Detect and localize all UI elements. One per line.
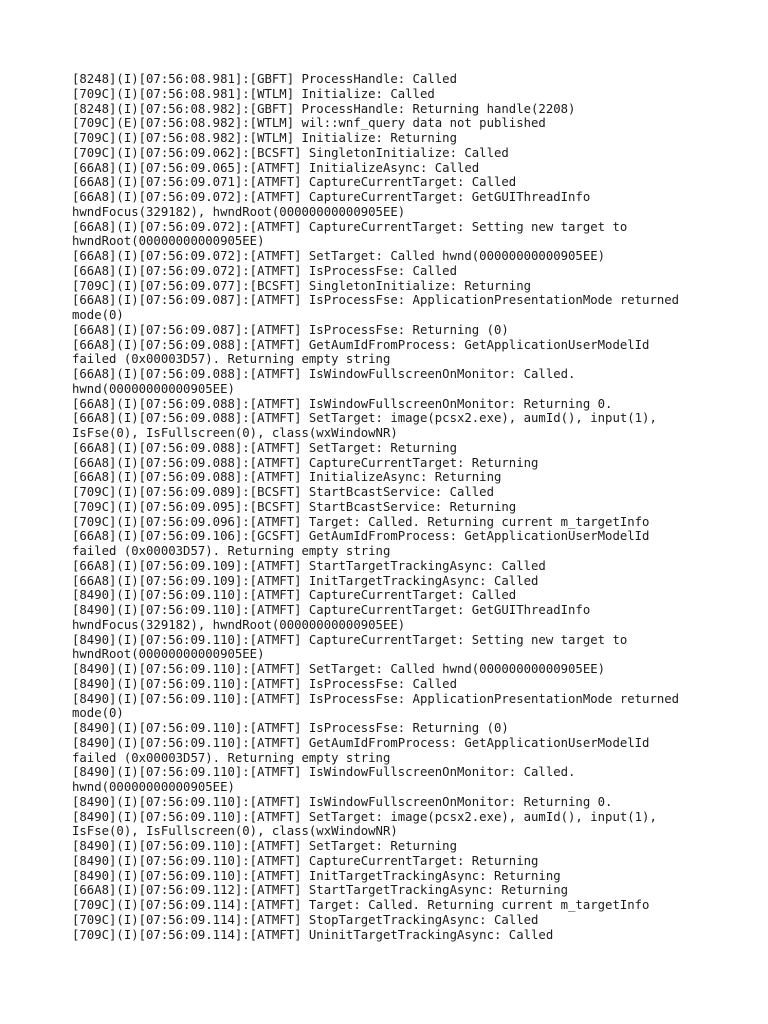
- log-line: failed (0x00003D57). Returning empty string: [72, 544, 391, 558]
- log-line: [709C](I)[07:56:09.114]:[ATMFT] Target: Called. Returning current m_targetInfo: [72, 898, 650, 912]
- log-line: [8248](I)[07:56:08.982]:[GBFT] ProcessHandle: Returning handle(2208): [72, 101, 576, 116]
- log-line: [8490](I)[07:56:09.110]:[ATMFT] InitTargetTrackingAsync: Returning: [72, 868, 561, 883]
- log-line: [66A8](I)[07:56:09.072]:[ATMFT] SetTarget: Called hwnd(00000000000905EE): [72, 249, 606, 263]
- log-line: [8490](I)[07:56:09.110]:[ATMFT] CaptureCurrentTarget: Returning: [72, 853, 539, 868]
- log-line: [8490](I)[07:56:09.110]:[ATMFT] IsProcessFse: ApplicationPresentationMode returned: [72, 691, 680, 706]
- log-line: [709C](I)[07:56:09.089]:[BCSFT] StartBcastService: Called: [72, 485, 494, 499]
- log-line: hwnd(00000000000905EE): [72, 780, 235, 794]
- log-line: hwnd(00000000000905EE): [72, 381, 235, 396]
- log-line: [8248](I)[07:56:08.981]:[GBFT] ProcessHandle: Called: [72, 72, 457, 86]
- log-line: mode(0): [72, 706, 124, 721]
- log-line: IsFse(0), IsFullscreen(0), class(wxWindowNR): [72, 824, 398, 839]
- log-line: hwndFocus(329182), hwndRoot(00000000000905EE): [72, 204, 406, 219]
- log-line: [709C](E)[07:56:08.982]:[WTLM] wil::wnf_query data not published: [72, 116, 546, 131]
- log-line: [709C](I)[07:56:09.096]:[ATMFT] Target: Called. Returning current m_targetInfo: [72, 514, 650, 529]
- log-line: [709C](I)[07:56:08.982]:[WTLM] Initialize: Returning: [72, 131, 457, 145]
- log-line: [66A8](I)[07:56:09.088]:[ATMFT] IsWindowFullscreenOnMonitor: Called.: [72, 367, 576, 381]
- log-line: [66A8](I)[07:56:09.087]:[ATMFT] IsProcessFse: Returning (0): [72, 322, 509, 337]
- log-line: [8490](I)[07:56:09.110]:[ATMFT] IsProcessFse: Returning (0): [72, 721, 509, 735]
- log-line: hwndFocus(329182), hwndRoot(00000000000905EE): [72, 617, 406, 632]
- log-line: [66A8](I)[07:56:09.088]:[ATMFT] IsWindowFullscreenOnMonitor: Returning 0.: [72, 396, 613, 411]
- log-line: [66A8](I)[07:56:09.088]:[ATMFT] SetTarget: Returning: [72, 440, 457, 455]
- log-line: [66A8](I)[07:56:09.088]:[ATMFT] CaptureCurrentTarget: Returning: [72, 455, 539, 470]
- log-line: [66A8](I)[07:56:09.072]:[ATMFT] CaptureCurrentTarget: Setting new target to: [72, 219, 628, 234]
- log-line: [709C](I)[07:56:09.114]:[ATMFT] StopTargetTrackingAsync: Called: [72, 912, 539, 927]
- log-line: [709C](I)[07:56:09.114]:[ATMFT] UninitTargetTrackingAsync: Called: [72, 927, 554, 942]
- log-line: [709C](I)[07:56:09.062]:[BCSFT] SingletonInitialize: Called: [72, 145, 509, 160]
- log-line: mode(0): [72, 308, 124, 322]
- log-line: [66A8](I)[07:56:09.088]:[ATMFT] GetAumIdFromProcess: GetApplicationUserModelId: [72, 337, 650, 352]
- log-line: [8490](I)[07:56:09.110]:[ATMFT] GetAumIdFromProcess: GetApplicationUserModelId: [72, 735, 650, 750]
- log-line: failed (0x00003D57). Returning empty string: [72, 352, 391, 367]
- log-line: [66A8](I)[07:56:09.088]:[ATMFT] InitializeAsync: Returning: [72, 470, 502, 485]
- log-line: [66A8](I)[07:56:09.072]:[ATMFT] CaptureCurrentTarget: GetGUIThreadInfo: [72, 190, 591, 204]
- log-line: failed (0x00003D57). Returning empty string: [72, 750, 391, 765]
- log-line: [66A8](I)[07:56:09.106]:[GCSFT] GetAumIdFromProcess: GetApplicationUserModelId: [72, 529, 650, 544]
- log-line: [66A8](I)[07:56:09.109]:[ATMFT] InitTargetTrackingAsync: Called: [72, 573, 539, 588]
- log-line: [8490](I)[07:56:09.110]:[ATMFT] SetTarget: image(pcsx2.exe), aumId(), input(1),: [72, 809, 657, 824]
- log-line: [8490](I)[07:56:09.110]:[ATMFT] SetTarget: Returning: [72, 839, 457, 853]
- log-line: hwndRoot(00000000000905EE): [72, 647, 265, 662]
- log-line: [8490](I)[07:56:09.110]:[ATMFT] CaptureCurrentTarget: Setting new target to: [72, 632, 628, 647]
- log-line: [709C](I)[07:56:09.095]:[BCSFT] StartBcastService: Returning: [72, 499, 517, 514]
- log-line: [66A8](I)[07:56:09.112]:[ATMFT] StartTargetTrackingAsync: Returning: [72, 883, 569, 898]
- log-text-block: [72, 72, 712, 942]
- log-line: [8490](I)[07:56:09.110]:[ATMFT] IsWindowFullscreenOnMonitor: Called.: [72, 765, 576, 780]
- log-line: [66A8](I)[07:56:09.065]:[ATMFT] InitializeAsync: Called: [72, 160, 480, 175]
- log-line: hwndRoot(00000000000905EE): [72, 234, 265, 249]
- log-line: [66A8](I)[07:56:09.071]:[ATMFT] CaptureCurrentTarget: Called: [72, 175, 517, 190]
- log-line: [709C](I)[07:56:09.077]:[BCSFT] SingletonInitialize: Returning: [72, 278, 532, 293]
- log-line: [66A8](I)[07:56:09.109]:[ATMFT] StartTargetTrackingAsync: Called: [72, 558, 546, 573]
- log-line: [8490](I)[07:56:09.110]:[ATMFT] CaptureCurrentTarget: Called: [72, 588, 517, 603]
- log-line: [66A8](I)[07:56:09.088]:[ATMFT] SetTarget: image(pcsx2.exe), aumId(), input(1),: [72, 411, 657, 426]
- log-line: [8490](I)[07:56:09.110]:[ATMFT] CaptureCurrentTarget: GetGUIThreadInfo: [72, 603, 591, 617]
- log-line: [8490](I)[07:56:09.110]:[ATMFT] IsWindowFullscreenOnMonitor: Returning 0.: [72, 794, 613, 809]
- log-line: [709C](I)[07:56:08.981]:[WTLM] Initialize: Called: [72, 86, 435, 101]
- log-line: [8490](I)[07:56:09.110]:[ATMFT] SetTarget: Called hwnd(00000000000905EE): [72, 662, 606, 676]
- log-line: [66A8](I)[07:56:09.072]:[ATMFT] IsProcessFse: Called: [72, 263, 457, 278]
- log-line: IsFse(0), IsFullscreen(0), class(wxWindowNR): [72, 426, 398, 440]
- log-line: [66A8](I)[07:56:09.087]:[ATMFT] IsProcessFse: ApplicationPresentationMode returned: [72, 293, 680, 308]
- log-line: [8490](I)[07:56:09.110]:[ATMFT] IsProcessFse: Called: [72, 676, 457, 691]
